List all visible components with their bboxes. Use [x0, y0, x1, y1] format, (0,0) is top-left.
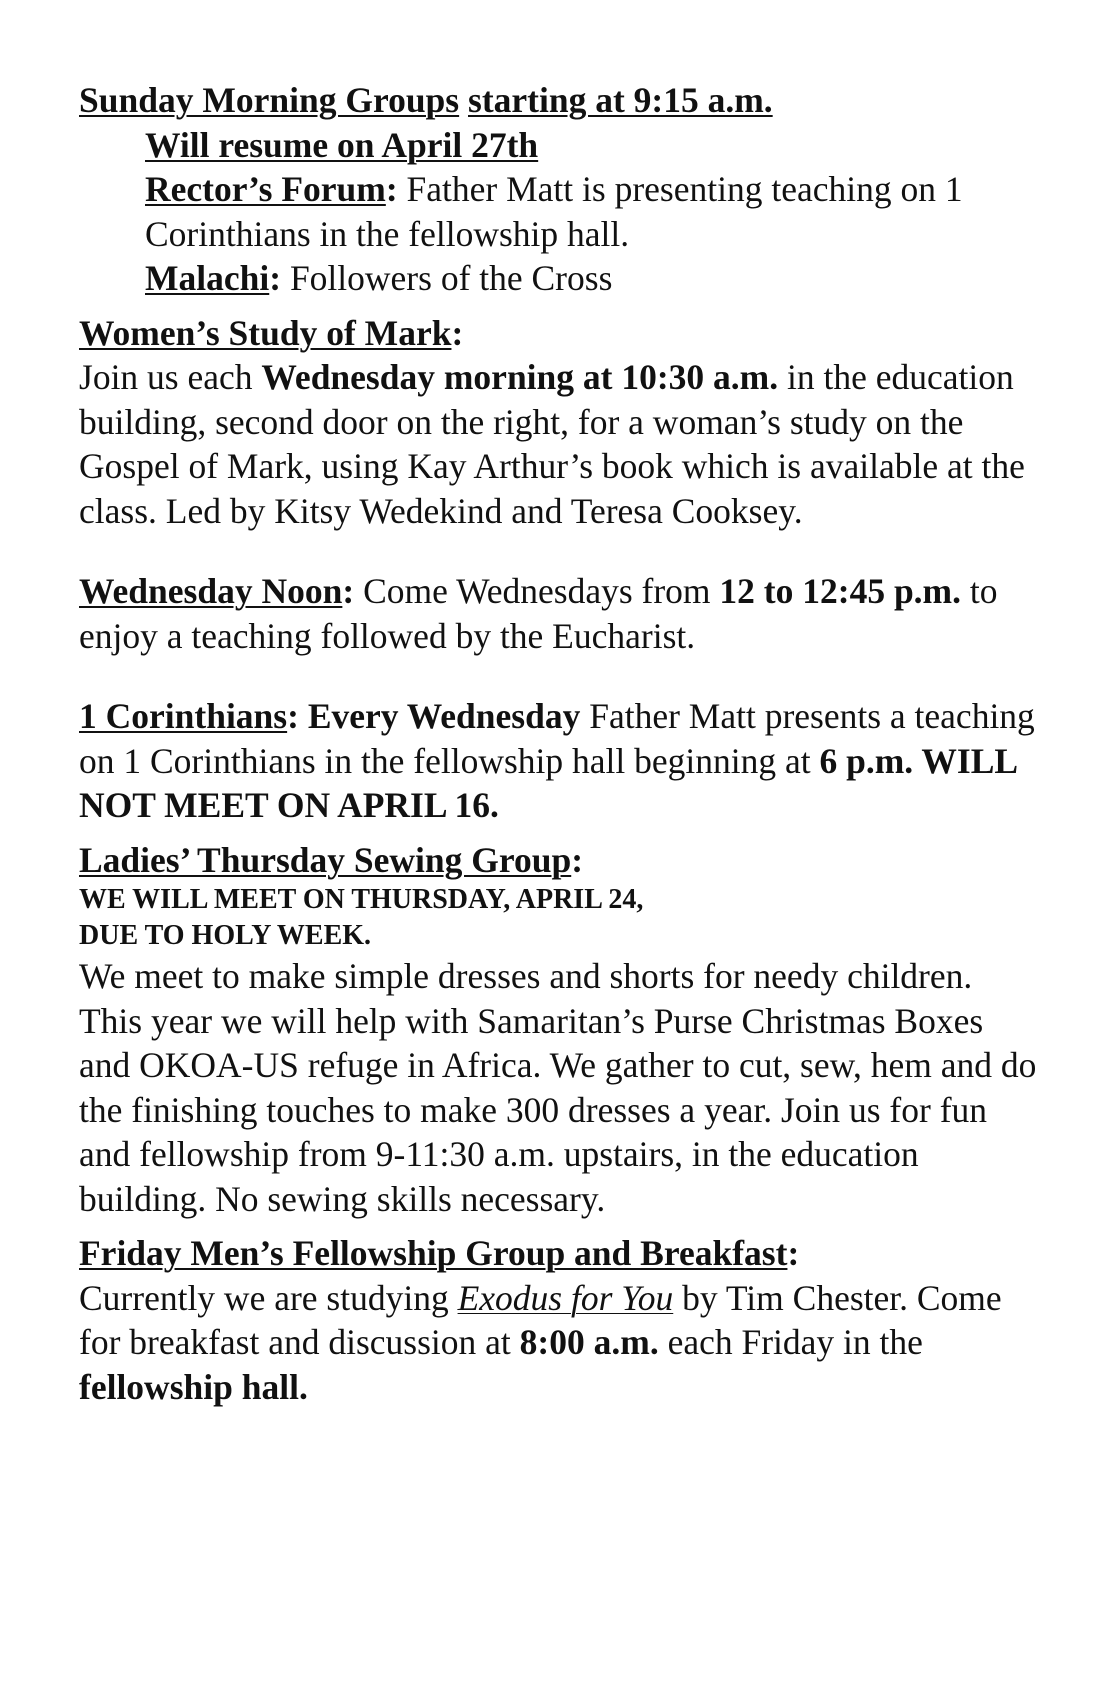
- corinthians-colon: :: [287, 696, 308, 736]
- womens-study-heading-line: [79, 311, 1039, 356]
- womens-study-section: [79, 311, 1039, 534]
- sewing-notice-line-1: WE WILL MEET ON THURSDAY, APRIL 24,: [79, 884, 644, 915]
- sewing-heading-line: [79, 838, 1039, 883]
- mens-fellowship-location: fellowship hall.: [79, 1366, 308, 1407]
- sunday-resume-note: Will resume on April 27th: [145, 124, 539, 165]
- page-content: [79, 78, 1039, 1409]
- sewing-section: [79, 838, 1039, 1222]
- sewing-body: We meet to make simple dresses and shorts for needy children. This year we will help with Samaritan’s Purse Christmas Boxes and OKOA-US refuge in Africa. We gather to cut, sew, hem and do the finishing touches to make 300 dresses a year. Join us for fun and fellowship from 9-11:30 a.m. upstairs, in the education building. No sewing skills necessary.: [79, 956, 1037, 1219]
- corinthians-text: Father Matt presents a teaching on 1 Corinthians in the fellowship hall beginning at: [79, 696, 1035, 781]
- mens-fellowship-text-2: by Tim Chester. Come for breakfast and discussion at: [79, 1277, 1002, 1362]
- wednesday-noon-text-2: to enjoy a teaching followed by the Eucharist.: [79, 571, 998, 656]
- sewing-colon: :: [571, 839, 584, 880]
- wednesday-noon-time: 12 to 12:45 p.m.: [719, 571, 962, 611]
- wednesday-noon-text-1: Come Wednesdays from: [354, 571, 720, 611]
- sunday-heading-line: [79, 78, 1039, 123]
- corinthians-time-notice: 6 p.m. WILL NOT MEET ON APRIL 16.: [79, 740, 1017, 825]
- malachi-colon: :: [269, 258, 282, 298]
- rector-forum-item: [145, 167, 1039, 256]
- corinthians-heading: 1 Corinthians: [79, 696, 288, 736]
- mens-fellowship-time: 8:00 a.m.: [519, 1322, 659, 1362]
- mens-fellowship-book-title: Exodus for You: [457, 1277, 674, 1318]
- sewing-notice-line-2: DUE TO HOLY WEEK.: [79, 920, 372, 951]
- rector-forum-colon: :: [385, 169, 398, 209]
- sewing-heading: Ladies’ Thursday Sewing Group: [79, 839, 572, 880]
- sunday-details: [79, 123, 1039, 301]
- mens-fellowship-text-3: each Friday in the: [658, 1322, 923, 1362]
- corinthians-section: [79, 694, 1039, 828]
- corinthians-day: Every Wednesday: [307, 696, 581, 736]
- wednesday-noon-heading: Wednesday Noon: [79, 571, 343, 611]
- mens-fellowship-text-1: Currently we are studying: [79, 1277, 458, 1318]
- mens-fellowship-colon: :: [787, 1233, 800, 1273]
- sunday-heading: Sunday Morning Groups: [79, 80, 460, 120]
- womens-study-text-1: Join us each: [79, 357, 262, 397]
- rector-forum-label: Rector’s Forum: [145, 169, 386, 209]
- wednesday-noon-body: [79, 569, 1039, 658]
- corinthians-body: [79, 694, 1039, 828]
- womens-study-time: Wednesday morning at 10:30 a.m.: [261, 357, 779, 397]
- malachi-item: [145, 256, 1039, 301]
- womens-study-body: [79, 355, 1039, 533]
- womens-study-colon: :: [451, 312, 464, 353]
- mens-fellowship-section: [79, 1231, 1039, 1409]
- womens-study-heading: Women’s Study of Mark: [79, 312, 452, 353]
- sunday-section: [79, 78, 1039, 301]
- womens-study-text-2: in the education building, second door on the right, for a woman’s study on the Gospel of Mark, using Kay Arthur’s book which is available at the class. Led by Kitsy Wedekind and Teresa Cooksey.: [79, 357, 1025, 531]
- mens-fellowship-heading: Friday Men’s Fellowship Group and Breakfast: [79, 1233, 788, 1273]
- sunday-time-heading: starting at 9:15 a.m.: [468, 80, 773, 120]
- wednesday-noon-colon: :: [342, 571, 355, 611]
- mens-fellowship-body: [79, 1276, 1039, 1410]
- wednesday-noon-section: [79, 569, 1039, 658]
- rector-forum-text: Father Matt is presenting teaching on 1 Corinthians in the fellowship hall.: [145, 169, 963, 254]
- malachi-label: Malachi: [145, 258, 270, 298]
- mens-fellowship-heading-line: [79, 1231, 1039, 1276]
- malachi-text: Followers of the Cross: [281, 258, 613, 298]
